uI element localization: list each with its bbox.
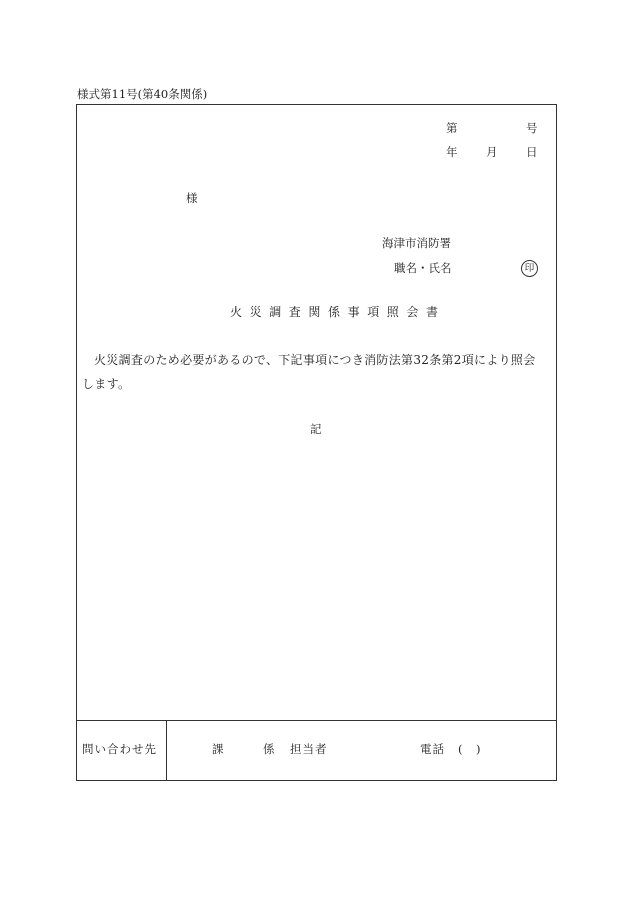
phone-paren-close: ) (476, 742, 481, 756)
footer-column-divider (166, 720, 167, 780)
section-label: 課 (212, 742, 224, 756)
form-label: 様式第11号(第40条関係) (77, 87, 208, 101)
phone-paren-open: ( (458, 742, 463, 756)
month-label: 月 (486, 145, 498, 159)
footer-divider (76, 720, 557, 721)
title-name-label: 職名・氏名 (394, 261, 452, 275)
number-suffix: 号 (526, 121, 538, 135)
body-line-2: します。 (82, 377, 131, 391)
sender-organization: 海津市消防署 (382, 236, 451, 250)
contact-label: 問い合わせ先 (82, 742, 157, 756)
body-line-1: 火災調査のため必要があるので、下記事項につき消防法第32条第2項により照会 (94, 353, 536, 367)
phone-label: 電話 (420, 742, 445, 756)
number-prefix: 第 (446, 121, 458, 135)
person-label: 担当者 (290, 742, 328, 756)
year-label: 年 (446, 145, 458, 159)
form-frame (76, 104, 557, 781)
subsection-label: 係 (263, 742, 275, 756)
seal-mark: 印 (521, 260, 538, 277)
addressee-suffix: 様 (186, 191, 198, 205)
day-label: 日 (526, 145, 538, 159)
document-title: 火災調査関係事項照会書 (230, 305, 446, 319)
ki-heading: 記 (310, 422, 322, 436)
